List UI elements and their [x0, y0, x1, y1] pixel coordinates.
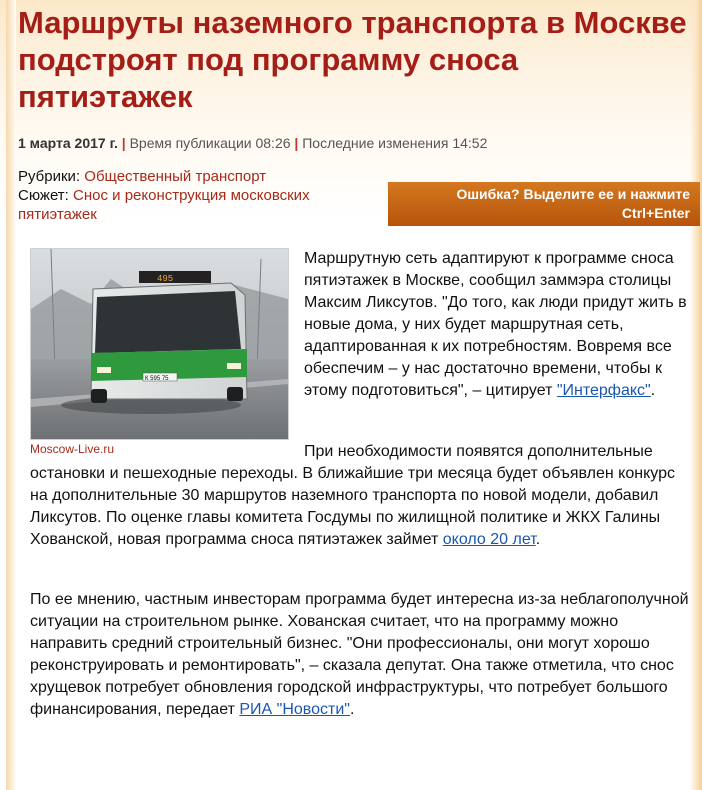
paragraph-2-end: .: [535, 531, 541, 548]
error-report-line1: Ошибка? Выделите ее и нажмите: [456, 186, 690, 202]
paragraph-3: [30, 589, 695, 721]
route-display: 495: [157, 274, 174, 284]
paragraph-1-end: .: [650, 382, 656, 399]
meta-separator: |: [294, 135, 299, 151]
rubrics-label: Рубрики:: [18, 168, 81, 185]
rubric-row: [18, 167, 388, 186]
paragraph-1-text: Маршрутную сеть адаптируют к программе сноса пятиэтажек в Москве, сообщил заммэра столицы Максим Ликсутов. "До того, как люди придут жить в новые дома, у них будет маршрутная сеть, адаптированная к их потребностям. Вовремя все обеспечим – у нас достаточно времени, чтобы к этому подготовиться", – цитирует: [304, 250, 687, 399]
paragraph-2: [30, 441, 695, 551]
meta-separator: |: [121, 135, 126, 151]
interfax-link[interactable]: "Интерфакс": [556, 382, 651, 399]
twenty-years-link[interactable]: около 20 лет: [442, 531, 536, 548]
photo-caption: Moscow-Live.ru: [30, 442, 115, 456]
rubric-link[interactable]: Общественный транспорт: [84, 168, 267, 185]
article-photo: [30, 248, 289, 440]
publication-meta: [18, 135, 688, 151]
story-row: [18, 186, 388, 224]
license-plate: К 595 75: [145, 376, 169, 382]
error-report-banner[interactable]: [388, 182, 700, 226]
paragraph-2-text: При необходимости появятся дополнительные остановки и пешеходные переходы. В ближайшие три месяца будет объявлен конкурс на дополнительные 30 маршрутов наземного транспорта по новой модели, добавил Ликсутов. По оценке главы комитета Госдумы по жилищной политике и ЖКХ Галины Хованской, новая программа сноса пятиэтажек займет: [30, 443, 675, 548]
error-report-shortcut: Ctrl+Enter: [621, 205, 690, 221]
article-title: Маршруты наземного транспорта в Москве подстроят под программу сноса пятиэтажек: [18, 5, 687, 114]
story-link[interactable]: Снос и реконструкция московских пятиэтажек: [18, 187, 310, 223]
paragraph-3-end: .: [349, 701, 355, 718]
story-label: Сюжет:: [18, 187, 69, 204]
paragraph-1: [304, 248, 694, 402]
ria-novosti-link[interactable]: РИА "Новости": [239, 701, 350, 718]
paragraph-3-text: По ее мнению, частным инвесторам программа будет интересна из-за неблагополучной ситуации на строительном рынке. Хованская считает, что на программу можно направить средний строительный бизнес. "Они профессионалы, они могут хорошо реконструировать и ремонтировать", – сказала депутат. Она также отметила, что снос хрущевок потребует обновления городской инфраструктуры, что потребует большого финансирования, передает: [30, 591, 689, 718]
published-time: Время публикации 08:26: [129, 135, 291, 151]
left-frame-border: [6, 0, 16, 790]
rubrics-block: [18, 167, 388, 224]
bus-photo-illustration: [31, 249, 288, 439]
modified-time: Последние изменения 14:52: [302, 135, 488, 151]
publication-date: 1 марта 2017 г.: [18, 135, 118, 151]
